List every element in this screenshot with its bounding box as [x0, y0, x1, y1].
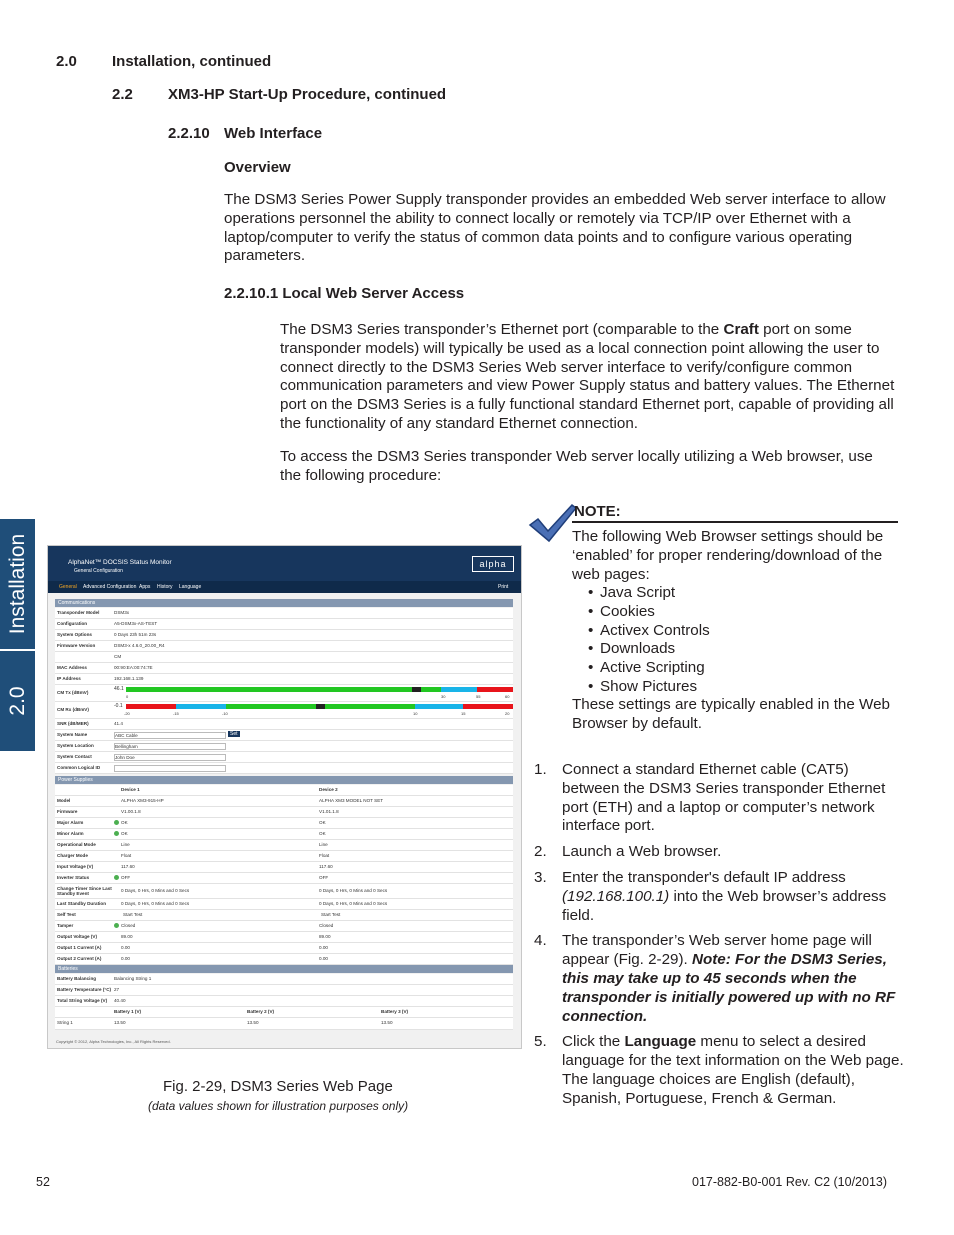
step-item: 1. Connect a standard Ethernet cable (CAT5) between the DSM3 Series transponder Ethernet port (ETH) and a laptop or computer’s network interface port. [534, 761, 886, 835]
step-item: 4. The transponder’s Web server home page will appear (Fig. 2-29). Note: For the DSM3 Series, this may take up to 45 seconds when the transponder is initially powered up with no RF connection. [534, 932, 896, 1025]
overview-text: The DSM3 Series Power Supply transponder provides an embedded Web server interface to allow operations personnel the ability to connect locally or remotely via TCP/IP over Ethernet with a laptop/computer to verify the status of common data points and to configure various operating parameters. [224, 191, 886, 265]
comm-row: Transponder Model DSM3x [55, 608, 513, 619]
step-item: 2. Launch a Web browser. [534, 843, 722, 861]
cm-tx-tick: 60 [505, 694, 510, 699]
local-access-para1: The DSM3 Series transponder’s Ethernet port (comparable to the Craft port on some transponder models) will typically be used as a local connection point allowing the user to connect directly to the DSM3 Series Web server interface to verify/configure common communication parameters and view Power Supply status and battery values. The Ethernet port on the DSM3 Series is a fully functional standard Ethernet port, capable of providing all the functionality of any standard Ethernet connection. [280, 321, 895, 432]
cm-rx-tick: 15 [461, 711, 466, 716]
ps-row: Last Standby Duration 0 Days, 0 Hrs, 0 Mins and 0 Secs 0 Days, 0 Hrs, 0 Mins and 0 Secs [55, 899, 513, 910]
ok-status-icon [114, 923, 119, 928]
cm-rx-row: CM Rx (dBmV) -0.1 -20 -15 -10 10 15 20 [55, 702, 513, 719]
cm-rx-tick: -15 [173, 711, 179, 716]
checkmark-icon [528, 501, 578, 543]
subsection-title: XM3-HP Start-Up Procedure, continued [168, 86, 447, 103]
bat-header-row: Battery 1 (V) Battery 2 (V) Battery 3 (V) [55, 1007, 513, 1018]
cm-rx-bar-green [226, 704, 316, 709]
comm-row: System Location Bellingham [55, 741, 513, 752]
note-rule [572, 521, 898, 523]
bat-string-row: String 1 13.50 13.50 13.50 [55, 1018, 513, 1030]
self-test-select[interactable]: Start Test [321, 912, 341, 917]
ps-row: Major Alarm OK OK [55, 818, 513, 829]
ps-row: Self Test Start Test Start Test [55, 910, 513, 921]
overview-heading: Overview [224, 159, 291, 176]
set-button[interactable]: Set [230, 731, 238, 737]
cm-rx-marker [316, 704, 325, 709]
cm-tx-bar-green2 [421, 687, 441, 692]
alpha-logo: alpha [472, 556, 514, 572]
step-item: 5. Click the Language menu to select a desired language for the text information on the Web page. The language choices are English (default), Spanish, Portuguese, French & German. [534, 1033, 904, 1107]
bat-row: Total String Voltage (V) 40.40 [55, 996, 513, 1007]
cm-rx-tick: 20 [505, 711, 510, 716]
comm-row: SNR (dB/MER) 41.4 [55, 719, 513, 730]
step-item: 3. Enter the transponder's default IP address (192.168.100.1) into the Web browser’s address field. [534, 868, 887, 924]
side-tab-label: Installation [0, 519, 35, 649]
cm-rx-bar-green2 [325, 704, 415, 709]
cm-tx-tick: 30 [441, 694, 446, 699]
ps-row: Minor Alarm OK OK [55, 829, 513, 840]
side-tab-number: 2.0 [0, 651, 35, 751]
note-item: • Java Script [572, 584, 892, 603]
figure-subcaption: (data values shown for illustration purposes only) [148, 1099, 409, 1113]
cm-rx-bar-red [126, 704, 176, 709]
note-outro: These settings are typically enabled in the Web Browser by default. [572, 696, 890, 732]
web-nav [48, 581, 521, 593]
cm-rx-tick: -20 [124, 711, 130, 716]
ps-section-title: Power Supplies [55, 776, 513, 784]
cm-rx-bar-blue2 [415, 704, 463, 709]
section-title: Installation, continued [112, 53, 272, 70]
comm-row: MAC Address 00:90:EA:00:74:7E [55, 663, 513, 674]
cm-tx-row: CM Tx (dBmV) 46.1 0 30 55 60 [55, 685, 513, 702]
note-item: • Activex Controls [572, 622, 892, 641]
cm-rx-tick: 10 [413, 711, 418, 716]
nav-advanced[interactable]: Advanced Configuration [83, 584, 137, 590]
ps-row: Operational Mode Line Line [55, 840, 513, 851]
cm-rx-bar-red2 [463, 704, 513, 709]
subsection-number: 2.2 [112, 86, 133, 103]
local-access-heading: 2.2.10.1 Local Web Server Access [224, 285, 465, 302]
status-icon [114, 875, 119, 880]
note-title: NOTE: [574, 503, 621, 520]
comm-row: System Name ABC Cable Set [55, 730, 513, 741]
cm-tx-bar-green [126, 687, 412, 692]
self-test-select[interactable]: Start Test [123, 912, 143, 917]
nav-history[interactable]: History [157, 584, 173, 590]
cm-tx-tick: 0 [126, 694, 129, 699]
note-intro: The following Web Browser settings should be ‘enabled’ for proper rendering/download of the web pages: [572, 528, 884, 583]
comm-row: Common Logical ID [55, 763, 513, 774]
comm-row: CM [55, 652, 513, 663]
web-copyright: Copyright © 2012, Alpha Technologies, Inc., All Rights Reserved. [56, 1039, 171, 1044]
ps-row: Tamper Closed Closed [55, 921, 513, 932]
bat-row: Battery Balancing Balancing String 1 [55, 974, 513, 985]
cm-tx-marker [412, 687, 421, 692]
ps-row: Firmware V1.00.1.8 V1.01.1.8 [55, 807, 513, 818]
cm-rx-bar-blue [176, 704, 226, 709]
bat-row: Battery Temperature (°C) 27 [55, 985, 513, 996]
nav-print[interactable]: Print [498, 584, 509, 590]
web-title: AlphaNet™ DOCSIS Status Monitor [68, 559, 172, 566]
web-subtitle: General Configuration [74, 568, 123, 574]
note-item: • Cookies [572, 603, 892, 622]
note-item: • Downloads [572, 640, 892, 659]
comm-section-title: Communications [55, 599, 513, 607]
cm-tx-bar-red [477, 687, 513, 692]
nav-language[interactable]: Language [179, 584, 202, 590]
nav-general[interactable]: General [59, 584, 77, 590]
web-page-screenshot [47, 545, 522, 1049]
note-list [572, 584, 892, 697]
ps-row: Output Voltage (V) 89.00 89.00 [55, 932, 513, 943]
nav-apps[interactable]: Apps [139, 584, 151, 590]
bat-section-title: Batteries [55, 965, 513, 973]
doc-revision: 017-882-B0-001 Rev. C2 (10/2013) [692, 1175, 888, 1189]
ps-row: Change Timer Since Last Standby Event 0 Days, 0 Hrs, 0 Mins and 0 Secs 0 Days, 0 Hrs, 0 Mins and 0 Secs [55, 884, 513, 899]
ps-row: Charger Mode Float Float [55, 851, 513, 862]
comm-row: Configuration A5-DSM3x-AS-TEST [55, 619, 513, 630]
cm-tx-tick: 55 [476, 694, 481, 699]
subsubsection-number: 2.2.10 [168, 125, 210, 142]
comm-row: System Options 0 Days 23h 51m 23s [55, 630, 513, 641]
ps-row: Output 1 Current (A) 0.00 0.00 [55, 943, 513, 954]
comm-row: System Contact John Doe [55, 752, 513, 763]
ps-row: Inverter Status OFF OFF [55, 873, 513, 884]
subsubsection-title: Web Interface [224, 125, 323, 142]
procedure-steps [534, 761, 904, 1116]
ok-status-icon [114, 831, 119, 836]
cm-rx-tick: -10 [222, 711, 228, 716]
ps-header-row: Device 1 Device 2 [55, 785, 513, 796]
note-item: • Show Pictures [572, 678, 892, 697]
ps-row: Output 2 Current (A) 0.00 0.00 [55, 954, 513, 965]
cm-tx-bar-blue [441, 687, 477, 692]
section-number: 2.0 [56, 53, 77, 70]
ps-row: Model ALPHA XM3-915-HP ALPHA XM3 MODEL NOT SET [55, 796, 513, 807]
web-header [48, 546, 521, 581]
ps-row: Input Voltage (V) 117.60 117.60 [55, 862, 513, 873]
comm-row: IP Address 192.168.1.139 [55, 674, 513, 685]
comm-row: Firmware Version DSM3-x 4.6.0_20.00_R4 [55, 641, 513, 652]
ok-status-icon [114, 820, 119, 825]
local-access-para2: To access the DSM3 Series transponder Web server locally utilizing a Web browser, use the following procedure: [280, 448, 873, 484]
page-number: 52 [36, 1175, 50, 1189]
figure-caption: Fig. 2-29, DSM3 Series Web Page [163, 1078, 393, 1095]
note-item: • Active Scripting [572, 659, 892, 678]
